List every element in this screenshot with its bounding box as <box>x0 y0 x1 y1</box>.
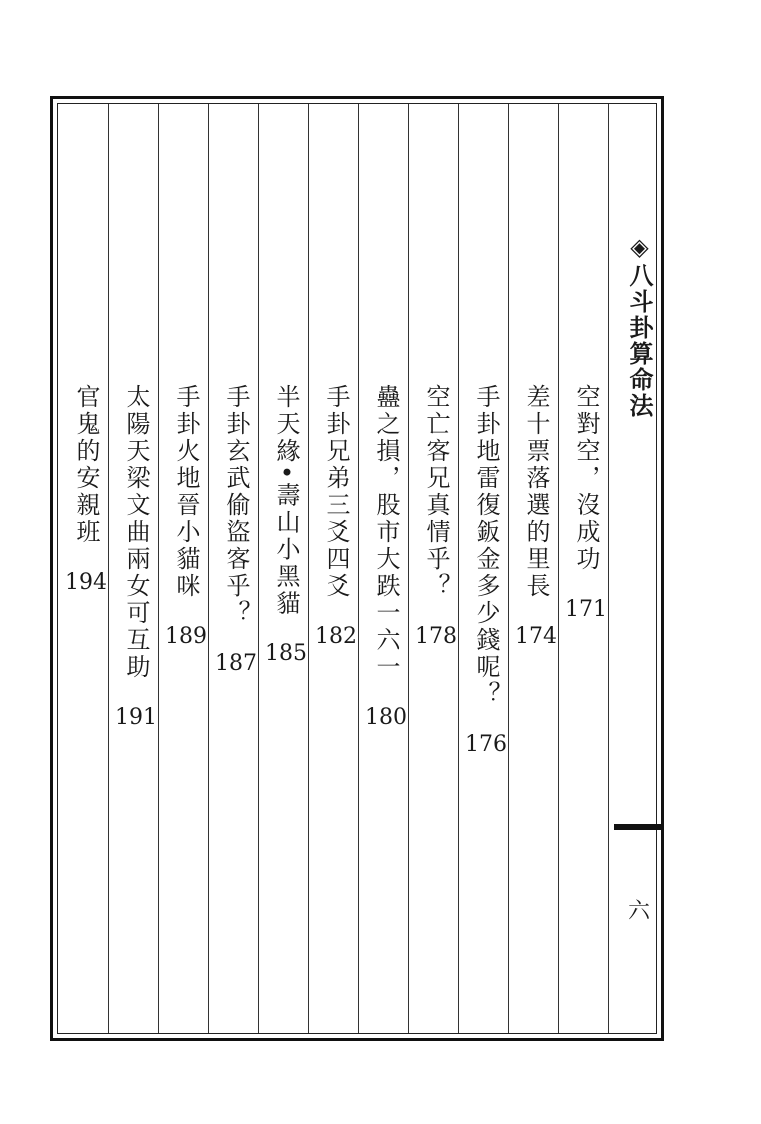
toc-entry-title: 空亡客兄真情乎？ <box>422 384 450 600</box>
toc-entry-title: 手卦地雷復鈑金多少錢呢？ <box>472 384 500 708</box>
toc-entry-title: 手卦火地晉小貓咪 <box>172 384 200 600</box>
toc-entry-page: 194 <box>65 570 107 595</box>
toc-entry <box>411 384 461 648</box>
toc-entry-page: 171 <box>565 597 607 622</box>
toc-entry <box>311 384 361 648</box>
toc-entry-page: 176 <box>465 732 507 757</box>
table-of-contents <box>57 103 657 1034</box>
running-header-column <box>614 104 664 1033</box>
toc-entry-page: 182 <box>315 624 357 649</box>
toc-entry-page: 180 <box>365 705 407 730</box>
page-frame <box>50 96 664 1041</box>
toc-entry <box>261 384 311 665</box>
toc-entry-page: 174 <box>515 624 557 649</box>
toc-entry-page: 178 <box>415 624 457 649</box>
toc-entry-page: 189 <box>165 624 207 649</box>
toc-entry <box>361 384 411 729</box>
toc-entry-title: 差十票落選的里長 <box>522 384 550 600</box>
toc-entry <box>511 384 561 648</box>
toc-entry-page: 191 <box>115 705 157 730</box>
toc-entry <box>461 384 511 756</box>
toc-entry-title: 官鬼的安親班 <box>72 384 100 546</box>
toc-entry-title: 半天緣•壽山小黑貓 <box>272 384 300 618</box>
toc-entry-title: 手卦兄弟三爻四爻 <box>322 384 350 600</box>
toc-entry <box>561 384 611 621</box>
toc-entry <box>161 384 211 648</box>
toc-entry-title: 手卦玄武偷盜客乎？ <box>222 384 250 627</box>
toc-entry-page: 187 <box>215 651 257 676</box>
toc-entry-title: 太陽天梁文曲兩女可互助 <box>122 384 150 681</box>
toc-entry <box>61 384 111 594</box>
running-title: ◈八斗卦算命法 <box>625 232 654 419</box>
page-number: 六 <box>627 899 650 924</box>
toc-entry-title: 蠱之損，股市大跌一六一 <box>372 384 400 681</box>
double-rule <box>614 824 664 830</box>
toc-entry-page: 185 <box>265 641 307 667</box>
toc-entry-title: 空對空，沒成功 <box>572 384 600 573</box>
toc-entry <box>111 384 161 729</box>
toc-entry <box>211 384 261 675</box>
